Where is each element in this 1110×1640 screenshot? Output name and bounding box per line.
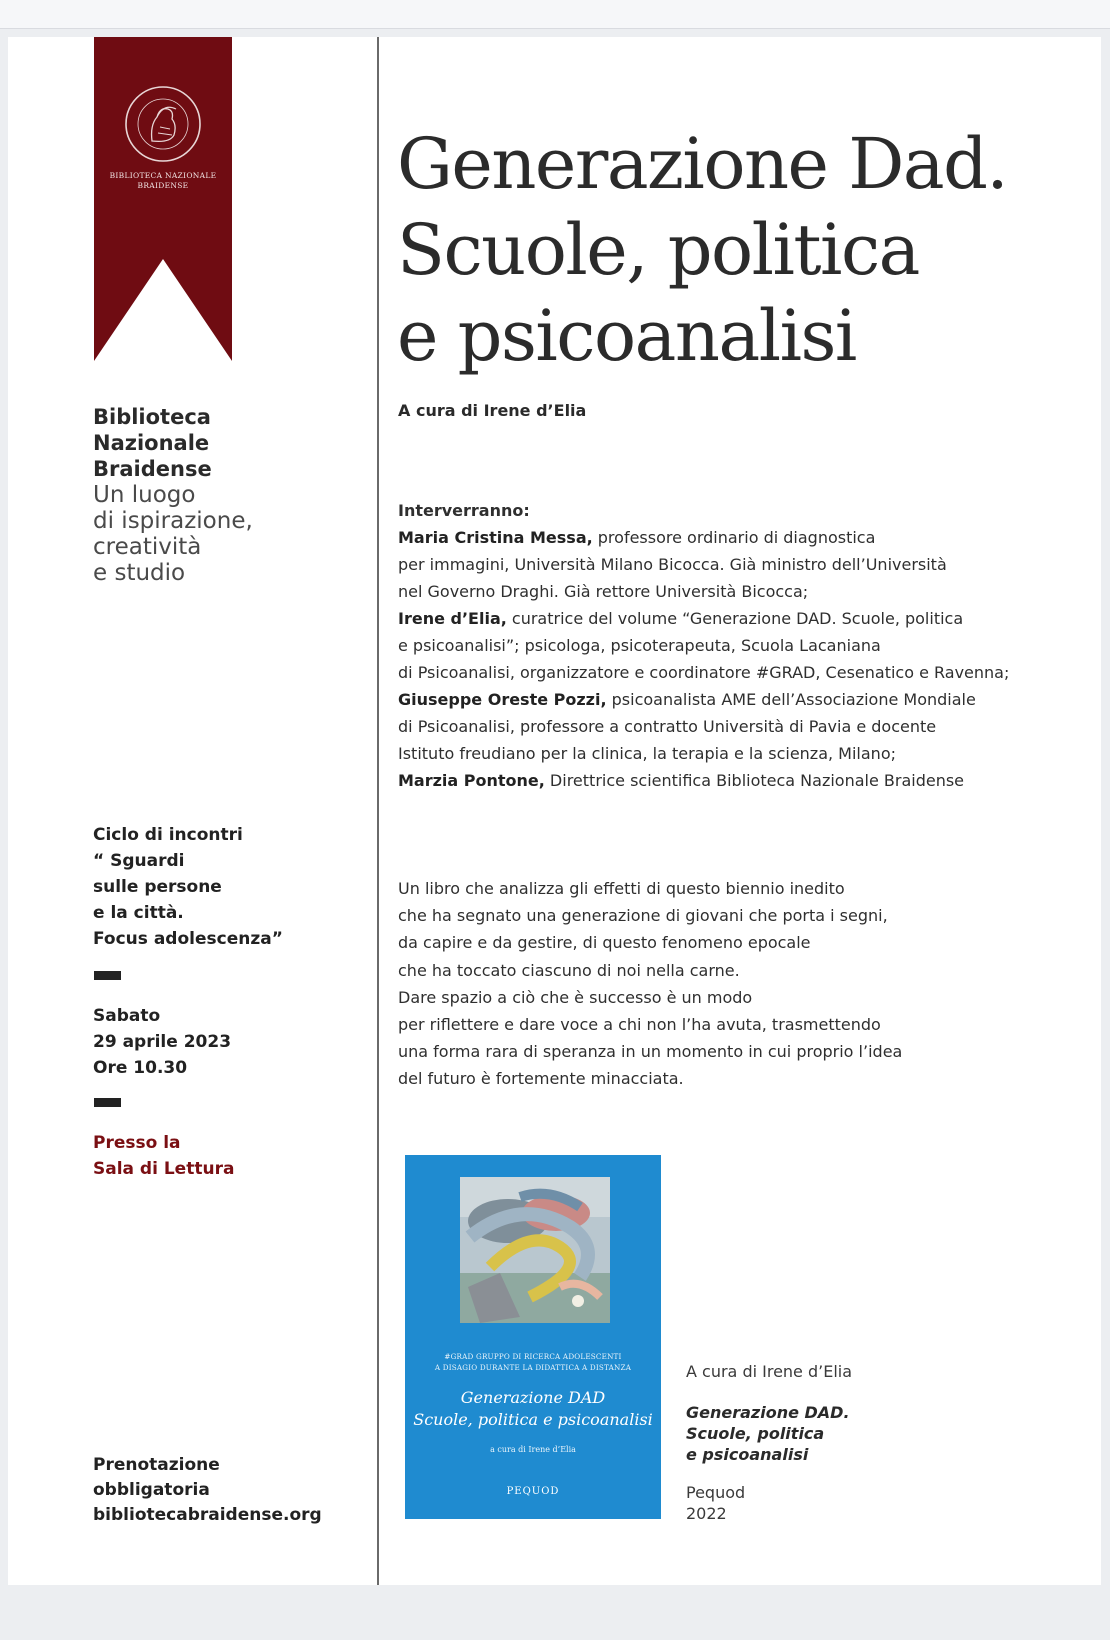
location-line: Presso la: [93, 1133, 181, 1153]
edited-by: A cura di Irene d’Elia: [398, 401, 587, 420]
separator-dash: [94, 971, 121, 980]
description-line: che ha toccato ciascuno di noi nella carne.: [398, 960, 740, 980]
location-line: Sala di Lettura: [93, 1159, 235, 1179]
book-title-line: Generazione DAD.: [686, 1403, 850, 1422]
speaker-text: Istituto freudiano per la clinica, la terapia e la scienza, Milano;: [398, 744, 896, 763]
column-divider: [377, 37, 379, 1585]
ribbon-shape: [94, 37, 232, 361]
book-info-title: [686, 1402, 850, 1465]
event-title: [397, 121, 1087, 379]
book-info-editor: A cura di Irene d’Elia: [686, 1362, 853, 1381]
book-publisher: Pequod: [686, 1483, 746, 1502]
speaker-text: Direttrice scientifica Biblioteca Nazionale Braidense: [544, 771, 965, 790]
booking-line: obbligatoria: [93, 1480, 210, 1500]
speaker-entry: [398, 686, 1058, 713]
event-time: Ore 10.30: [93, 1058, 188, 1078]
cover-title-line: Scuole, politica e psicoanalisi: [413, 1410, 653, 1429]
event-datetime: [93, 1003, 231, 1081]
cover-editor: a cura di Irene d’Elia: [490, 1445, 576, 1454]
cover-series-line: #GRAD GRUPPO DI RICERCA ADOLESCENTI: [444, 1352, 622, 1361]
speakers-header: Interverranno:: [398, 501, 530, 520]
booking-website-link[interactable]: bibliotecabraidense.org: [93, 1505, 322, 1525]
speaker-entry: [398, 767, 1058, 794]
description-line: del futuro è fortemente minacciata.: [398, 1069, 684, 1089]
speaker-name: Maria Cristina Messa,: [398, 528, 593, 547]
cycle-line: Focus adolescenza”: [93, 929, 283, 949]
event-poster: [8, 37, 1101, 1585]
speaker-entry: [398, 524, 1058, 551]
title-line: e psicoanalisi: [397, 295, 856, 377]
book-year: 2022: [686, 1504, 727, 1523]
speaker-text: curatrice del volume “Generazione DAD. Scuole, politica: [506, 609, 964, 628]
description-line: Dare spazio a ciò che è successo è un modo: [398, 987, 753, 1007]
event-day: Sabato: [93, 1006, 161, 1026]
cover-title-line: Generazione DAD: [460, 1388, 606, 1407]
tagline-line: e studio: [93, 560, 186, 586]
description-line: una forma rara di speranza in un momento in cui proprio l’idea: [398, 1042, 903, 1062]
library-name-line: Braidense: [93, 457, 212, 481]
description-line: da capire e da gestire, di questo fenomeno epocale: [398, 933, 811, 953]
cover-title: [405, 1387, 661, 1431]
tagline-line: Un luogo: [93, 482, 196, 508]
speaker-text: per immagini, Università Milano Bicocca. Già ministro dell’Università: [398, 555, 947, 574]
cover-series-line: A DISAGIO DURANTE LA DIDATTICA A DISTANZA: [434, 1363, 632, 1372]
speaker-text: psicoanalista AME dell’Associazione Mondiale: [606, 690, 976, 709]
browser-top-strip: [0, 0, 1110, 29]
speaker-text: e psicoanalisi”; psicologa, psicoterapeuta, Scuola Lacaniana: [398, 636, 881, 655]
description-line: che ha segnato una generazione di giovani che porta i segni,: [398, 906, 888, 926]
speaker-name: Giuseppe Oreste Pozzi,: [398, 690, 607, 709]
separator-dash: [94, 1098, 121, 1107]
title-line: Scuole, politica: [397, 209, 919, 291]
book-description: [398, 875, 1038, 1093]
book-title-line: e psicoanalisi: [686, 1445, 809, 1464]
event-cycle: [93, 822, 353, 952]
speaker-name: Marzia Pontone,: [398, 771, 545, 790]
book-info-publisher: [686, 1482, 745, 1524]
library-name-line: Biblioteca: [93, 405, 211, 429]
description-line: per riflettere e dare voce a chi non l’ha avuta, trasmettendo: [398, 1015, 881, 1035]
library-logo-text: [94, 171, 232, 191]
description-line: Un libro che analizza gli effetti di questo biennio inedito: [398, 879, 845, 898]
speaker-text: professore ordinario di diagnostica: [592, 528, 876, 547]
cycle-line: “ Sguardi: [93, 851, 185, 871]
book-title-line: Scuole, politica: [686, 1424, 825, 1443]
cover-artwork: [460, 1177, 610, 1323]
speakers-list: [398, 497, 1058, 794]
cover-publisher: PEQUOD: [506, 1486, 560, 1497]
tagline-line: creatività: [93, 534, 202, 560]
title-line: Generazione Dad.: [397, 123, 1008, 205]
library-ribbon: [94, 37, 232, 361]
booking-info: [93, 1453, 322, 1528]
library-name-line: Nazionale: [93, 431, 210, 455]
speaker-text: di Psicoanalisi, organizzatore e coordinatore #GRAD, Cesenatico e Ravenna;: [398, 663, 1010, 682]
event-location: [93, 1130, 234, 1182]
speaker-entry: [398, 605, 1058, 632]
logo-text-line: BIBLIOTECA NAZIONALE: [109, 171, 217, 180]
cycle-line: Ciclo di incontri: [93, 825, 243, 845]
cycle-line: e la città.: [93, 903, 184, 923]
speaker-text: di Psicoanalisi, professore a contratto Università di Pavia e docente: [398, 717, 937, 736]
cycle-line: sulle persone: [93, 877, 222, 897]
event-date: 29 aprile 2023: [93, 1032, 232, 1052]
book-cover-image: [405, 1155, 661, 1519]
speaker-text: nel Governo Draghi. Già rettore Università Bicocca;: [398, 582, 809, 601]
tagline-line: di ispirazione,: [93, 508, 253, 534]
booking-line: Prenotazione: [93, 1455, 220, 1475]
library-name: [93, 404, 353, 482]
logo-text-line: BRAIDENSE: [137, 181, 189, 190]
library-tagline: [93, 482, 353, 586]
speaker-name: Irene d’Elia,: [398, 609, 507, 628]
cover-series: [405, 1351, 661, 1373]
